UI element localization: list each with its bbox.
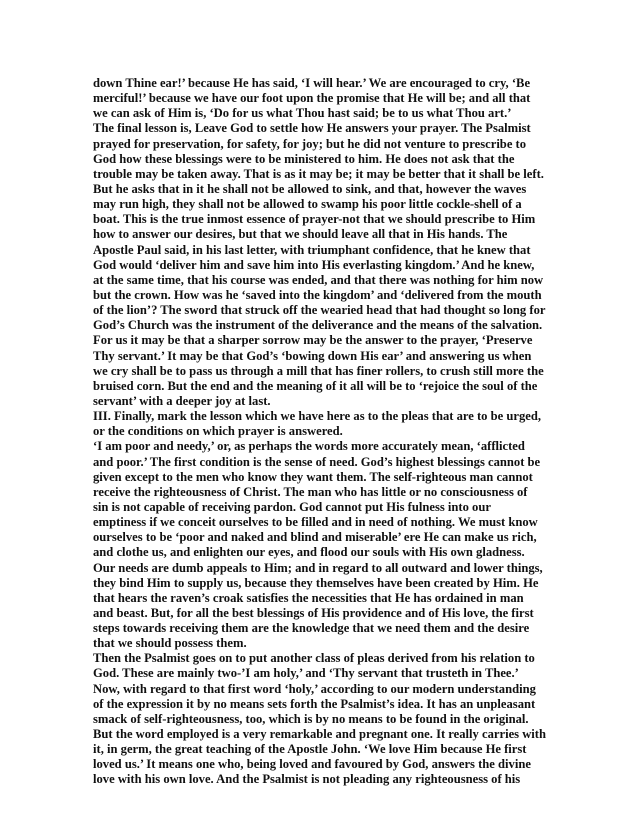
text-line: of the expression it by no means sets forth the Psalmist’s idea. It has an unpleasant: [93, 696, 536, 711]
text-line: boat. This is the true inmost essence of prayer-not that we should prescribe to Him: [93, 212, 536, 227]
text-line: but the crown. How was he ‘saved into the kingdom’ and ‘delivered from the mouth: [93, 287, 542, 302]
text-line: at the same time, that his course was ended, and that there was nothing for him now: [93, 272, 544, 287]
text-line: receive the righteousness of Christ. The man who has little or no consciousness of: [93, 484, 528, 499]
text-line: emptiness if we conceit ourselves to be filled and in need of nothing. We must know: [93, 515, 538, 530]
text-line: they bind Him to supply us, because they themselves have been created by Him. He: [93, 575, 539, 590]
text-line: merciful!’ because we have our foot upon the promise that He will be; and all that: [93, 91, 531, 106]
text-line: God’s Church was the instrument of the deliverance and the means of the salvation.: [93, 318, 543, 333]
text-line: Thy servant.’ It may be that God’s ‘bowing down His ear’ and answering us when: [93, 348, 532, 363]
text-line: III. Finally, mark the lesson which we have here as to the pleas that are to be urged,: [93, 409, 542, 424]
text-line: we cry shall be to pass us through a mill that has finer rollers, to crush still more the: [93, 363, 544, 378]
text-line: Apostle Paul said, in his last letter, with triumphant confidence, that he knew that: [93, 242, 531, 257]
text-line: loved us.’ It means one who, being loved and favoured by God, answers the divine: [93, 757, 531, 772]
text-line: may run high, they shall not be allowed to swamp his poor little cockle-shell of a: [93, 197, 522, 212]
text-line: God. These are mainly two-’I am holy,’ and ‘Thy servant that trusteth in Thee.’: [93, 666, 519, 681]
text-line: and beast. But, for all the best blessings of His providence and of His love, the first: [93, 605, 534, 620]
text-line: that hears the raven’s croak satisfies the necessities that He has ordained in man: [93, 590, 524, 605]
text-line: But the word employed is a very remarkable and pregnant one. It really carries with: [93, 727, 546, 742]
text-line: and clothe us, and enlighten our eyes, and flood our souls with His own gladness.: [93, 545, 525, 560]
text-line: The final lesson is, Leave God to settle how He answers your prayer. The Psalmist: [93, 121, 531, 136]
text-line: we can ask of Him is, ‘Do for us what Thou hast said; be to us what Thou art.’: [93, 106, 512, 121]
text-line: But he asks that in it he shall not be allowed to sink, and that, however the waves: [93, 181, 527, 196]
text-line: ‘I am poor and needy,’ or, as perhaps the words more accurately mean, ‘afflicted: [93, 439, 525, 454]
text-line: given except to the men who know they want them. The self-righteous man cannot: [93, 469, 533, 484]
text-line: down Thine ear!’ because He has said, ‘I will hear.’ We are encouraged to cry, ‘Be: [93, 76, 531, 90]
text-line: Now, with regard to that first word ‘holy,’ according to our modern understanding: [93, 681, 536, 696]
text-line: God would ‘deliver him and save him into His everlasting kingdom.’ And he knew,: [93, 257, 535, 272]
text-line: ourselves to be ‘poor and naked and blind and miserable’ ere He can make us rich,: [93, 530, 537, 545]
text-line: that we should possess them.: [93, 636, 247, 651]
text-line: smack of self-righteousness, too, which is by no means to be found in the original.: [93, 711, 529, 726]
text-line: Then the Psalmist goes on to put another class of pleas derived from his relation to: [93, 651, 535, 666]
text-line: sin is not capable of receiving pardon. God cannot put His fulness into our: [93, 499, 491, 514]
text-line: steps towards receiving them are the knowledge that we need them and the desire: [93, 621, 530, 636]
text-line: and poor.’ The first condition is the sense of need. God’s highest blessings cannot be: [93, 454, 541, 469]
text-line: prayed for preservation, for safety, for joy; but he did not venture to prescribe to: [93, 136, 527, 151]
body-text: [93, 76, 553, 788]
text-line: servant’ with a deeper joy at last.: [93, 393, 271, 408]
text-line: love with his own love. And the Psalmist is not pleading any righteousness of his: [93, 772, 521, 787]
text-line: how to answer our desires, but that we should leave all that in His hands. The: [93, 227, 508, 242]
text-line: or the conditions on which prayer is answered.: [93, 424, 343, 439]
text-line: For us it may be that a sharper sorrow may be the answer to the prayer, ‘Preserve: [93, 333, 533, 348]
text-line: Our needs are dumb appeals to Him; and in regard to all outward and lower things,: [93, 560, 543, 575]
text-line: of the lion’? The sword that struck off the wearied head that had thought so long for: [93, 303, 546, 318]
text-line: God how these blessings were to be ministered to him. He does not ask that the: [93, 151, 515, 166]
text-line: trouble may be taken away. That is as it may be; it may be better that it shall be left.: [93, 166, 544, 181]
text-line: bruised corn. But the end and the meaning of it all will be to ‘rejoice the soul of the: [93, 378, 538, 393]
text-line: it, in germ, the great teaching of the Apostle John. ‘We love Him because He first: [93, 742, 527, 757]
